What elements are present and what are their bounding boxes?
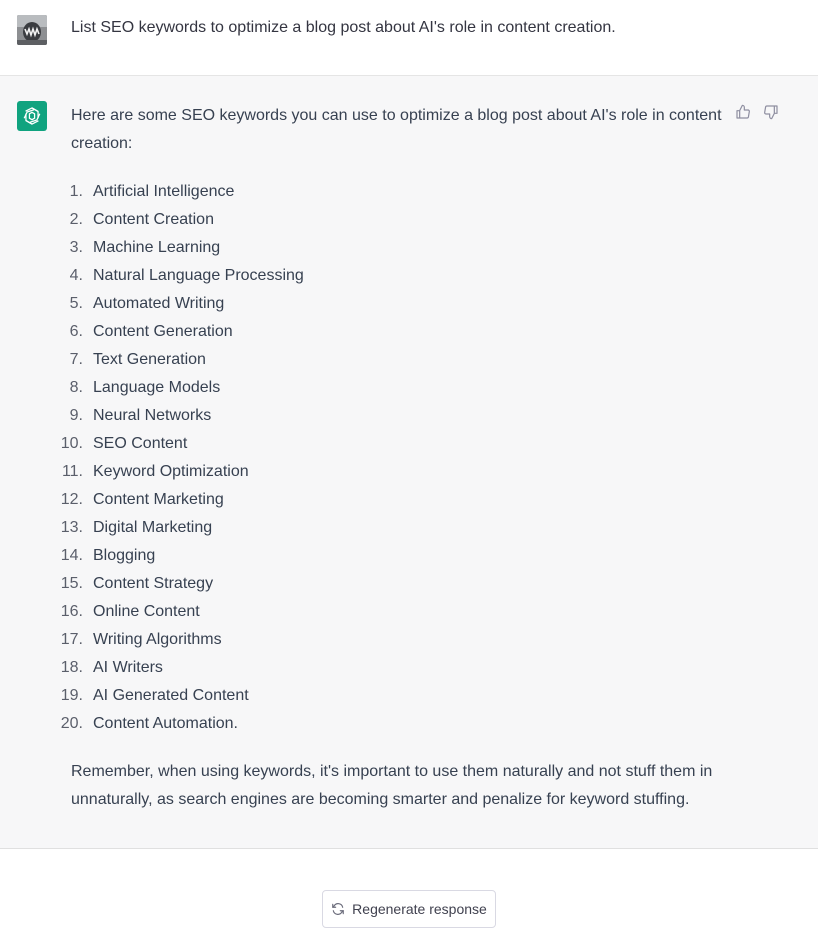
- keyword-label: Content Strategy: [93, 575, 214, 592]
- keyword-label: SEO Content: [93, 435, 188, 452]
- keyword-label: Digital Marketing: [93, 519, 213, 536]
- thumbs-down-icon: [763, 104, 779, 120]
- keyword-label: Content Marketing: [93, 491, 224, 508]
- list-item: [60, 598, 731, 626]
- assistant-message-content: [60, 102, 731, 814]
- refresh-icon: [331, 902, 345, 916]
- keyword-label: Artificial Intelligence: [93, 183, 235, 200]
- list-item: [60, 542, 731, 570]
- list-number: 18.: [60, 659, 83, 676]
- openai-logo-icon: [21, 105, 43, 127]
- keyword-label: Language Models: [93, 379, 221, 396]
- list-item: [71, 346, 731, 374]
- list-item: [71, 206, 731, 234]
- list-number: 4.: [69, 267, 83, 284]
- user-avatar-photo: [17, 15, 47, 45]
- list-number: 20.: [60, 715, 83, 732]
- list-number: 8.: [69, 379, 83, 396]
- keyword-label: Content Creation: [93, 211, 214, 228]
- keyword-label: Keyword Optimization: [93, 463, 249, 480]
- list-number: 6.: [69, 323, 83, 340]
- assistant-message-row: [0, 76, 818, 849]
- keyword-label: Writing Algorithms: [93, 631, 222, 648]
- list-item: [71, 374, 731, 402]
- outro-line-2: unnaturally, as search engines are becoming smarter and penalize for keyword stuffing.: [71, 791, 690, 808]
- list-item: [61, 458, 731, 486]
- outro-line-1: Remember, when using keywords, it's important to use them naturally and not stuff them in: [71, 763, 713, 780]
- keyword-label: AI Generated Content: [93, 687, 249, 704]
- list-item: [60, 682, 731, 710]
- list-item: [60, 430, 731, 458]
- list-item: [60, 654, 731, 682]
- list-item: [60, 710, 731, 738]
- list-item: [71, 178, 731, 206]
- intro-line-2: creation:: [71, 135, 133, 152]
- list-number: 11.: [61, 463, 83, 480]
- assistant-intro: [71, 102, 731, 158]
- keyword-label: Automated Writing: [93, 295, 225, 312]
- list-item: [71, 262, 731, 290]
- list-number: 12.: [60, 491, 83, 508]
- intro-line-1: Here are some SEO keywords you can use to optimize a blog post about AI's role in content: [71, 107, 722, 124]
- list-item: [71, 402, 731, 430]
- list-number: 9.: [69, 407, 83, 424]
- keyword-label: Blogging: [93, 547, 156, 564]
- keyword-label: Natural Language Processing: [93, 267, 304, 284]
- keyword-list: [60, 178, 731, 738]
- list-item: [60, 486, 731, 514]
- list-number: 2.: [69, 211, 83, 228]
- list-number: 17.: [60, 631, 83, 648]
- list-item: [71, 318, 731, 346]
- list-number: 3.: [69, 239, 83, 256]
- thumbs-up-icon: [735, 104, 751, 120]
- regenerate-label: Regenerate response: [352, 901, 487, 917]
- keyword-label: Neural Networks: [93, 407, 212, 424]
- list-number: 13.: [60, 519, 83, 536]
- list-number: 1.: [69, 183, 83, 200]
- thumbs-down-button[interactable]: [762, 103, 780, 121]
- regenerate-response-button[interactable]: [322, 890, 496, 928]
- list-number: 14.: [60, 547, 83, 564]
- list-item: [60, 514, 731, 542]
- keyword-label: Machine Learning: [93, 239, 221, 256]
- keyword-label: Text Generation: [93, 351, 206, 368]
- list-number: 10.: [60, 435, 83, 452]
- list-item: [71, 234, 731, 262]
- list-number: 15.: [60, 575, 83, 592]
- keyword-label: Online Content: [93, 603, 200, 620]
- list-item: [60, 570, 731, 598]
- keyword-label: AI Writers: [93, 659, 163, 676]
- assistant-outro: [71, 758, 731, 814]
- thumbs-up-button[interactable]: [734, 103, 752, 121]
- keyword-label: Content Automation.: [93, 715, 238, 732]
- list-item: [60, 626, 731, 654]
- user-avatar: [17, 15, 47, 45]
- list-number: 16.: [60, 603, 83, 620]
- assistant-avatar: [17, 101, 47, 131]
- user-message-row: [0, 0, 818, 76]
- keyword-label: Content Generation: [93, 323, 233, 340]
- list-item: [71, 290, 731, 318]
- user-message-text: List SEO keywords to optimize a blog post about AI's role in content creation.: [71, 19, 616, 36]
- list-number: 7.: [69, 351, 83, 368]
- list-number: 5.: [69, 295, 83, 312]
- list-number: 19.: [60, 687, 83, 704]
